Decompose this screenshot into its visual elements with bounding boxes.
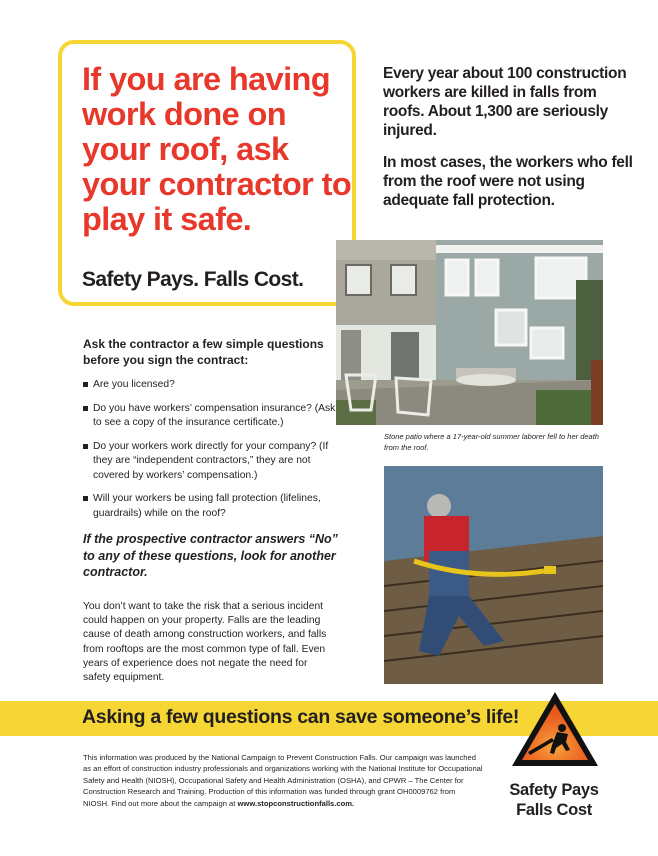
statistics-paragraph-1: Every year about 100 construction workers are killed in falls from roofs. About 1,300 are seriously injured.: [383, 65, 627, 139]
question-text: Are you licensed?: [93, 379, 175, 390]
list-item: [83, 378, 343, 393]
footer-credits: [83, 752, 483, 809]
logo-line-2: Falls Cost: [516, 801, 592, 819]
house-patio-photo: [336, 240, 603, 425]
questions-heading: Ask the contractor a few simple questions before you sign the contract:: [83, 337, 324, 367]
logo-line-1: Safety Pays: [509, 781, 599, 799]
list-item: [83, 402, 343, 431]
photo-caption: Stone patio where a 17-year-old summer laborer fell to her death from the roof.: [384, 432, 599, 452]
banner-text: Asking a few questions can save someone’s life!: [82, 706, 520, 728]
fall-statistics: [383, 64, 633, 223]
logo-text: [490, 780, 618, 820]
bullet-square-icon: [83, 444, 88, 449]
statistics-paragraph-2: In most cases, the workers who fell from the roof were not using adequate fall protection.: [383, 154, 633, 209]
bullet-square-icon: [83, 496, 88, 501]
warning-triangle-icon: [510, 690, 600, 768]
question-text: Do you have workers’ compensation insurance? (Ask to see a copy of the insurance certificate.): [93, 402, 336, 428]
tagline: Safety Pays. Falls Cost.: [82, 268, 304, 291]
warning-paragraph: You don’t want to take the risk that a serious incident could happen on your property. Falls are the leading cause of death among construction workers, and falls from rooftops are the most common type of fall. Even years of experience does not negate the need for safety equipment.: [83, 601, 327, 684]
roofer-photo: [384, 466, 603, 684]
questions-list: [83, 378, 343, 530]
question-text: Do your workers work directly for your company? (If they are “independent contractors,” they are not covered by workers’ compensation.): [93, 440, 329, 481]
campaign-link[interactable]: www.stopconstructionfalls.com.: [237, 798, 355, 808]
headline: If you are having work done on your roof, ask your contractor to play it safe.: [82, 61, 352, 237]
bullet-square-icon: [83, 406, 88, 411]
question-text: Will your workers be using fall protection (lifelines, guardrails) while on the roof?: [93, 493, 321, 519]
contractor-advice: If the prospective contractor answers “No” to any of these questions, look for another contractor.: [83, 532, 338, 579]
footer-text: This information was produced by the National Campaign to Prevent Construction Falls. Our campaign was launched as an effort of construction industry professionals and organizations working with the National Institute for Occupational Safety and Health (NIOSH), Occupational Safety and Health Administration (OSHA), and CPWR – The Center for Construction Research and Training. Production of this information was funded through grant OH0009762 from NIOSH. Find out more about the campaign at: [83, 753, 483, 808]
list-item: [83, 492, 343, 521]
list-item: [83, 440, 343, 484]
bullet-square-icon: [83, 382, 88, 387]
